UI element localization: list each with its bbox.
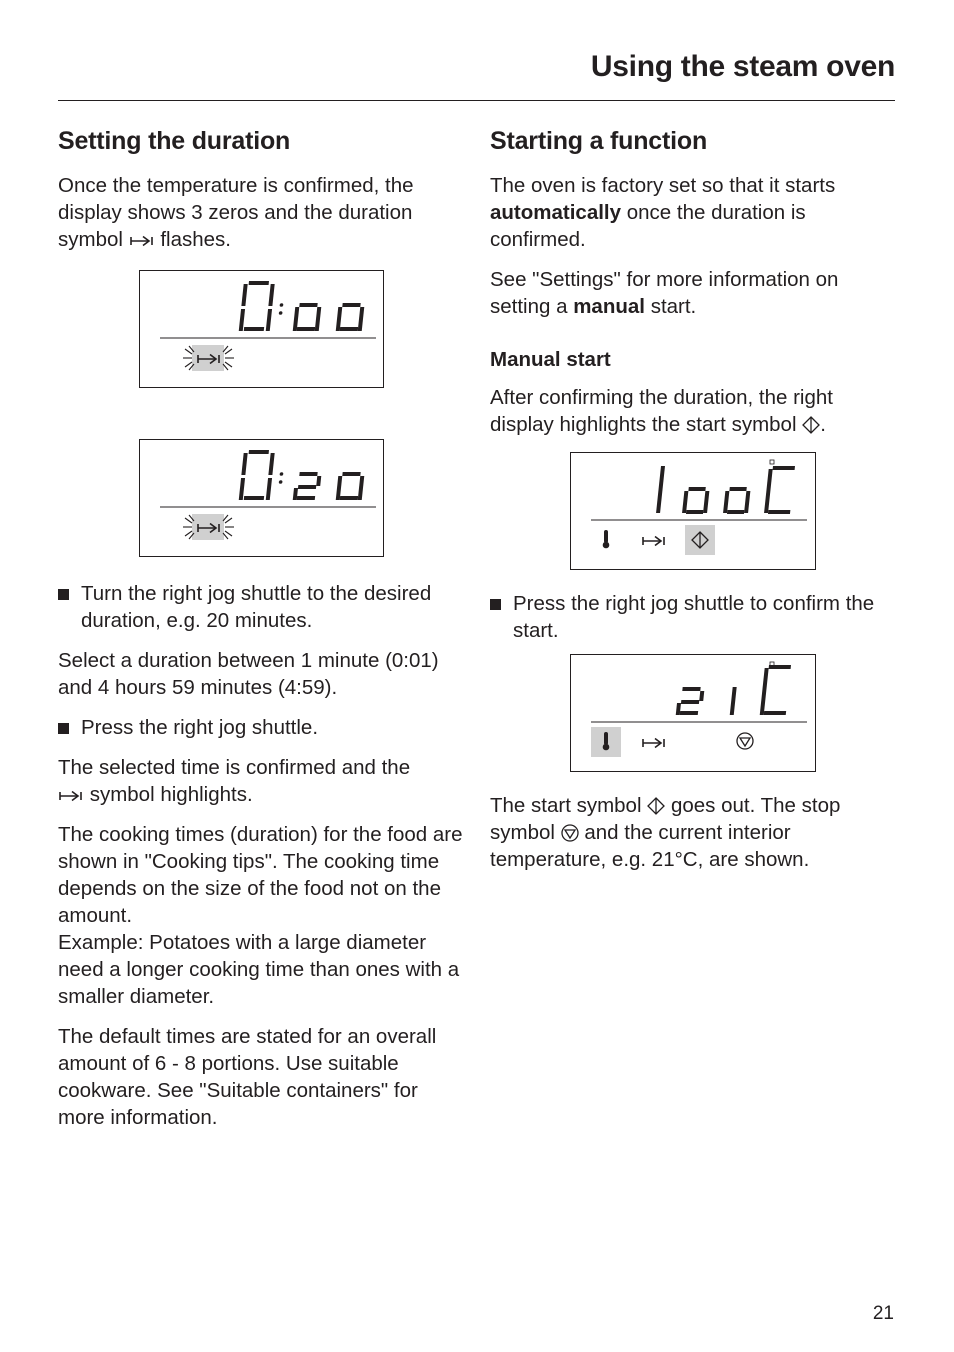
display-panel-running: [570, 654, 816, 772]
settings-paragraph: [490, 266, 895, 320]
start-out-text-a: The start symbol: [490, 794, 642, 817]
factory-text-bold: automatically: [490, 201, 622, 224]
duration-symbol-icon: [129, 233, 155, 249]
cooking-times-text: The cooking times (duration) for the food are shown in "Cooking tips". The cooking time depends on the size of the food not on the amount.: [58, 823, 463, 927]
example-text: Example: Potatoes with a large diameter need a longer cooking time than ones with a smaller diameter.: [58, 931, 460, 1008]
section-heading-starting-function: Starting a function: [490, 127, 708, 155]
confirm-text-start: The selected time is confirmed and the: [58, 756, 411, 779]
factory-text-start: The oven is factory set so that it starts: [490, 174, 836, 197]
settings-text-start: See "Settings" for more information on setting a: [490, 268, 839, 318]
duration-range-paragraph: Select a duration between 1 minute (0:01) and 4 hours 59 minutes (4:59).: [58, 649, 439, 699]
degree-mark: [770, 460, 774, 464]
instruction-press-shuttle: Press the right jog shuttle.: [58, 714, 463, 741]
duration-symbol-icon: [643, 739, 664, 748]
section-heading-setting-duration: Setting the duration: [58, 127, 291, 155]
right-column: [490, 124, 895, 886]
manual-start-text-end: .: [820, 413, 826, 436]
intro-paragraph: [58, 172, 463, 253]
display-readout-digits: [239, 281, 367, 331]
instruction-confirm-start: Press the right jog shuttle to confirm the start.: [490, 590, 895, 644]
manual-start-paragraph: [490, 384, 895, 438]
display-panel-twenty-minutes: [139, 439, 384, 557]
factory-setting-paragraph: [490, 172, 895, 253]
page-number: 21: [872, 1303, 894, 1324]
subheading-manual-start: Manual start: [490, 348, 611, 371]
start-symbol-icon: [802, 416, 820, 434]
manual-start-text: After confirming the duration, the right display highlights the start symbol: [490, 386, 833, 436]
default-times-paragraph: The default times are stated for an overall amount of 6 - 8 portions. Use suitable cookware. See "Suitable containers" for more information.: [58, 1025, 437, 1129]
display-panel-start-highlight: [570, 452, 816, 570]
display-readout-digits: [676, 665, 791, 715]
start-symbol-icon: [647, 797, 665, 815]
start-out-text-b: goes out. The stop symbol: [490, 794, 841, 844]
title-divider: [58, 100, 895, 101]
instruction-turn-shuttle: Turn the right jog shuttle to the desired duration, e.g. 20 minutes.: [58, 580, 463, 634]
start-out-text-c: and the current interior temperature, e.g. 21°C, are shown.: [490, 821, 810, 871]
duration-symbol-icon: [58, 788, 84, 804]
display-readout-digits: [239, 450, 367, 500]
settings-text-end: start.: [650, 295, 697, 318]
confirm-text-end: symbol highlights.: [89, 783, 253, 806]
page-title: Using the steam oven: [590, 50, 895, 83]
factory-text-end: once the duration is confirmed.: [490, 201, 806, 251]
settings-text-bold: manual: [573, 295, 645, 318]
start-goes-out-paragraph: [490, 792, 895, 873]
display-panel-flashing-zero: [139, 270, 384, 388]
confirm-paragraph: [58, 754, 463, 808]
cooking-times-paragraph: [58, 821, 463, 1010]
stop-symbol-icon: [737, 733, 753, 749]
duration-symbol-icon: [643, 537, 664, 546]
stop-symbol-icon: [561, 824, 579, 842]
intro-text-end: flashes.: [160, 228, 231, 251]
display-readout-digits: [656, 466, 795, 514]
intro-text-start: Once the temperature is confirmed, the display shows 3 zeros and the duration symbol: [58, 174, 414, 251]
left-column: [58, 124, 463, 1144]
thermometer-icon: [603, 530, 610, 548]
